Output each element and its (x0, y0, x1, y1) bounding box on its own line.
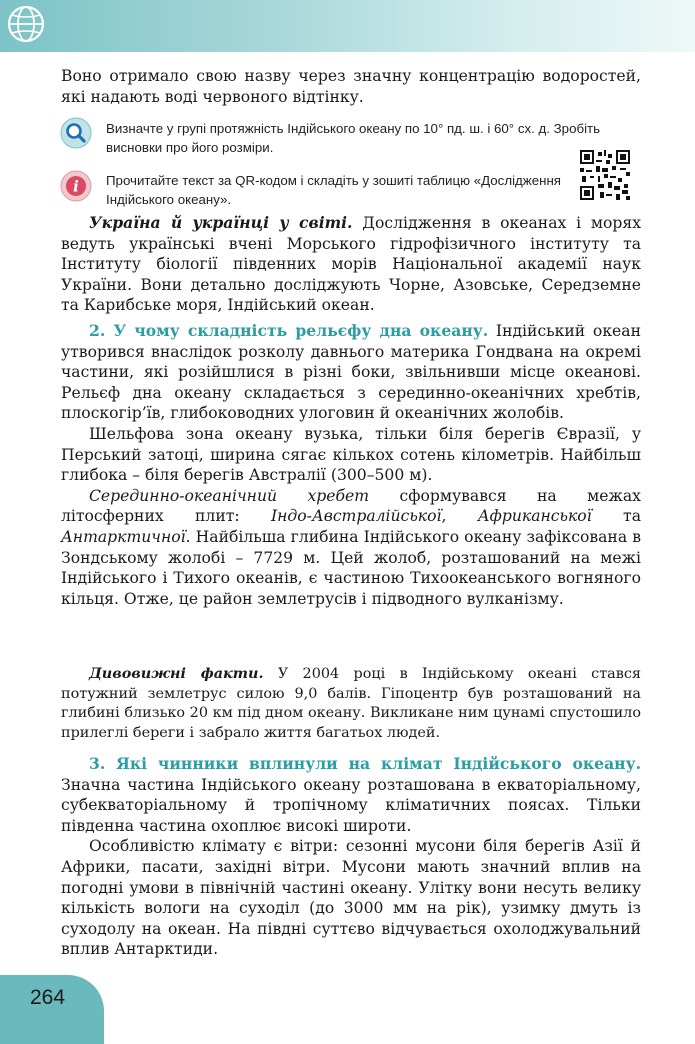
section-3-p2: Особливістю клімату є вітри: сезонні мусони біля берегів Азії й Африки, пасати, західні вітри. Мусони мають значний вплив на погодні умови в північній частині океану. Улітку вони несуть велику кількість вологи на суходіл (до 3000 мм на рік), узимку дмуть із суходолу на океан. На півдні суттєво відчувається охолоджувальний вплив Антарктиди. (61, 837, 641, 959)
section-2-p2: Шельфова зона океану вузька, тільки біля берегів Євразії, у Перський затоці, ширина сягає кількох сотень кілометрів. Найбільш глибока – біля берегів Австралії (300–500 м). (61, 424, 641, 485)
intro-paragraph: Воно отримало свою назву через значну концентрацію водоростей, які надають воді червоного відтінку. (61, 67, 641, 106)
ukraine-box (61, 213, 641, 316)
globe-icon (6, 4, 46, 44)
info-icon (60, 170, 92, 202)
page-number: 264 (30, 986, 66, 1009)
section-2-heading: 2. У чому складність рельєфу дна океану. (89, 321, 489, 340)
task-info-text: Прочитайте текст за QR-кодом і складіть у зошиті таблицю «Дослідження Індійського океану». (106, 173, 561, 207)
section-2 (61, 321, 641, 609)
qr-code[interactable] (580, 150, 630, 200)
task-search-text: Визначте у групі протяжність Індійського океану по 10° пд. ш. і 60° сх. д. Зробіть висновки про його розміри. (106, 121, 601, 155)
header-band (0, 0, 695, 52)
ukraine-title: Україна й українці у світі. (89, 213, 353, 232)
section-2-p1: Індійський океан утворився внаслідок розколу давнього материка Гондвана на окремі частини, які розійшлися в різні боки, звільнивши місце океанові. Рельєф дна океану складається з серединно-океанічних хребтів, плоскогір’їв, глибоководних улоговин й океанічних жолобів. (61, 322, 641, 423)
section-2-p3: Серединно-океанічний хребет сформувався на межах літосферних плит: Індо-Австралійської, Африканської та Антарктичної. Найбільша глибина Індійського океану зафіксована в Зондському жолобі – 7729 м. Цей жолоб, розташований на межі Індійського і Тихого океанів, є частиною Тихоокеанського вогняного кільця. Отже, це район землетрусів і підводного вулканізму. (61, 486, 641, 608)
section-3-heading: 3. Які чинники вплинули на клімат Індійського океану. (89, 754, 641, 773)
facts-body: У 2004 році в Індійському океані стався потужний землетрус силою 9,0 балів. Гіпоцентр був розташований на глибині близько 20 км під дном океану. Викликане ним цунамі спустошило прилеглі береги і забрало життя багатьох людей. (61, 666, 641, 741)
ukraine-body: Дослідження в океанах і морях ведуть українські вчені Морського гідрофізичного інституту та Інституту біології південних морів Національної академії наук України. Вони детально досліджують Чорне, Азовське, Середземне та Карибське моря, Індійський океан. (61, 214, 641, 315)
facts-title: Дивовижні факти. (89, 665, 264, 682)
svg-text:i: i (73, 177, 79, 196)
section-3 (61, 754, 641, 960)
facts-box (61, 664, 641, 743)
search-icon (60, 117, 92, 149)
section-3-p1: Значна частина Індійського океану розташована в екваторіальному, субекваторіальному й тропічному кліматичних поясах. Тільки південна частина охоплює високі широти. (61, 775, 641, 835)
